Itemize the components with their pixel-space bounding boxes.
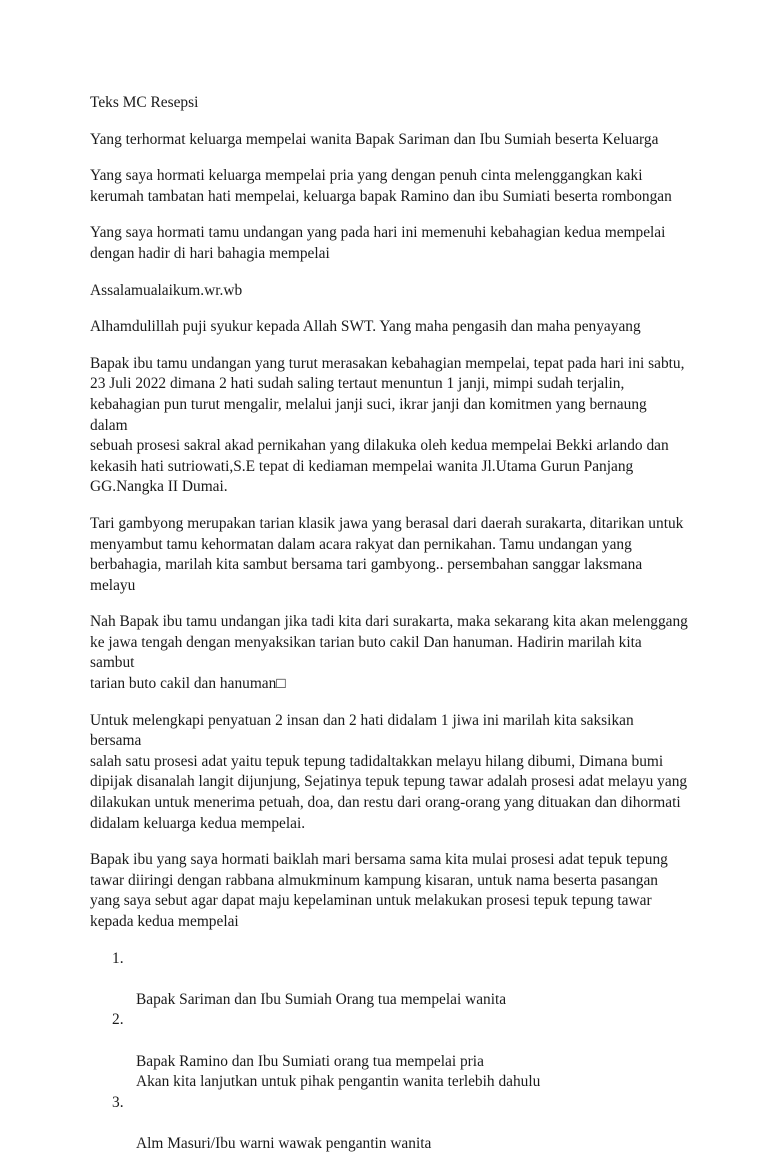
document-title: Teks MC Resepsi: [90, 94, 199, 111]
paragraph-greeting-bride-family: Yang terhormat keluarga mempelai wanita Bapak Sariman dan Ibu Sumiah beserta Keluarga: [90, 130, 659, 148]
paragraph-greeting-groom-family: Yang saya hormati keluarga mempelai pria yang dengan penuh cinta melenggangkan kaki kerumah tambatan hati mempelai, keluarga bapak Ramino dan ibu Sumiati beserta rombongan: [90, 167, 672, 205]
paragraph-tepuk-tepung-intro: Untuk melengkapi penyatuan 2 insan dan 2 hati didalam 1 jiwa ini marilah kita saksikan bersama salah satu prosesi adat yaitu tepuk tepung tadidaltakkan melayu hilang dibumi, Dimana bumi dipijak disanalah langit dijunjung, Sejatinya tepuk tepung tawar adalah prosesi adat melayu yang dilakukan untuk menerima petuah, doa, dan restu dari orang-orang yang dituakan dan dihormati didalam keluarga kedua mempelai.: [90, 711, 688, 832]
paragraph-tari-gambyong: Tari gambyong merupakan tarian klasik jawa yang berasal dari daerah surakarta, ditarikan untuk menyambut tamu kehormatan dalam acara rakyat dan pernikahan. Tamu undangan yang berbahagia, marilah kita sambut bersama tari gambyong.. persembahan sanggar laksmana melayu: [90, 514, 684, 594]
list-item-number: 1.: [112, 949, 124, 967]
list-item: [90, 1010, 688, 1092]
paragraph-alhamdulillah: Alhamdulillah puji syukur kepada Allah SWT. Yang maha pengasih dan maha penyayang: [90, 318, 641, 336]
paragraph-tepuk-tepung-invite: Bapak ibu yang saya hormati baiklah mari bersama sama kita mulai prosesi adat tepuk tepung tawar diiringi dengan rabbana almukminum kampung kisaran, untuk nama beserta pasangan yang saya sebut agar dapat maju kepelaminan untuk melakukan prosesi tepuk tepung tawar kepada kedua mempelai: [90, 851, 668, 930]
list-item: [90, 1093, 688, 1155]
paragraph-buto-cakil: Nah Bapak ibu tamu undangan jika tadi kita dari surakarta, maka sekarang kita akan melenggang ke jawa tengah dengan menyaksikan tarian buto cakil Dan hanuman. Hadirin marilah kita sambut tarian buto cakil dan hanuman□: [90, 613, 688, 693]
list-item-number: 2.: [112, 1011, 124, 1029]
paragraph-greeting-guests: Yang saya hormati tamu undangan yang pada hari ini memenuhi kebahagian kedua mempelai dengan hadir di hari bahagia mempelai: [90, 224, 666, 262]
list-item-text: Bapak Ramino dan Ibu Sumiati orang tua mempelai pria Akan kita lanjutkan untuk pihak pengantin wanita terlebih dahulu: [136, 1052, 541, 1091]
paragraph-akad-announcement: Bapak ibu tamu undangan yang turut merasakan kebahagian mempelai, tepat pada hari ini sabtu, 23 Juli 2022 dimana 2 hati sudah saling tertaut menuntun 1 janji, mimpi sudah terjalin, kebahagian pun turut mengalir, melalui janji suci, ikrar janji dan komitmen yang bernaung dalam sebuah prosesi sakral akad pernikahan yang dilakuka oleh kedua mempelai Bekki arlando dan kekasih hati sutriowati,S.E tepat di kediaman mempelai wanita Jl.Utama Gurun Panjang GG.Nangka II Dumai.: [90, 354, 685, 496]
paragraph-salam: Assalamualaikum.wr.wb: [90, 281, 243, 299]
list-item-text: Bapak Sariman dan Ibu Sumiah Orang tua mempelai wanita: [136, 990, 507, 1008]
list-item-text: Alm Masuri/Ibu warni wawak pengantin wanita: [136, 1134, 432, 1152]
participant-list: [90, 949, 688, 1155]
list-item: [90, 949, 688, 1011]
list-item-number: 3.: [112, 1093, 124, 1111]
